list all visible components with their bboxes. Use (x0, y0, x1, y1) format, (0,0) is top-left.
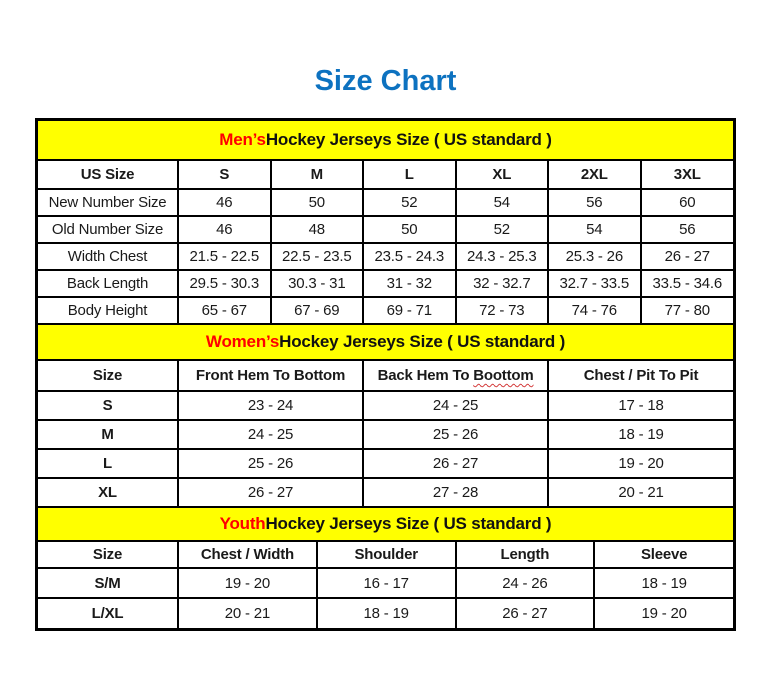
size-value-cell: 19 - 20 (594, 598, 733, 628)
womens-section-header (38, 325, 733, 361)
column-header-cell: US Size (38, 161, 178, 189)
size-value-cell: 16 - 17 (317, 568, 456, 598)
size-value-cell: 23 - 24 (178, 391, 363, 420)
column-header-cell: Length (456, 542, 595, 568)
column-header-cell: 2XL (548, 161, 641, 189)
size-value-cell: 33.5 - 34.6 (641, 270, 733, 297)
column-header-cell: M (271, 161, 364, 189)
mens-section-header (38, 121, 733, 161)
womens-size-table (38, 361, 733, 508)
size-value-cell: 22.5 - 23.5 (271, 243, 364, 270)
size-value-cell: 18 - 19 (317, 598, 456, 628)
row-label-cell: S (38, 391, 178, 420)
size-value-cell: 56 (548, 189, 641, 216)
size-value-cell: 74 - 76 (548, 297, 641, 324)
youth-section-title: Hockey Jerseys Size ( US standard ) (265, 514, 552, 533)
row-label-cell: L (38, 449, 178, 478)
size-value-cell: 52 (363, 189, 456, 216)
column-header-cell: XL (456, 161, 549, 189)
column-header-cell: L (363, 161, 456, 189)
size-value-cell: 32.7 - 33.5 (548, 270, 641, 297)
size-value-cell: 20 - 21 (548, 478, 733, 507)
size-value-cell: 26 - 27 (363, 449, 548, 478)
table-row (38, 189, 733, 216)
column-header-cell: Chest / Pit To Pit (548, 361, 733, 391)
size-value-cell: 18 - 19 (548, 420, 733, 449)
misspelled-word-squiggle: Boottom (473, 367, 534, 384)
column-header-text: Back Hem To (377, 367, 474, 384)
table-row (38, 420, 733, 449)
size-value-cell: 29.5 - 30.3 (178, 270, 271, 297)
size-value-cell: 52 (456, 216, 549, 243)
size-value-cell: 54 (548, 216, 641, 243)
size-value-cell: 50 (363, 216, 456, 243)
row-label-cell: L/XL (38, 598, 178, 628)
size-value-cell: 69 - 71 (363, 297, 456, 324)
size-value-cell: 50 (271, 189, 364, 216)
mens-section-title: Hockey Jerseys Size ( US standard ) (265, 130, 552, 149)
column-header-cell: S (178, 161, 271, 189)
size-value-cell: 26 - 27 (178, 478, 363, 507)
youth-header-row (38, 542, 733, 568)
size-value-cell: 21.5 - 22.5 (178, 243, 271, 270)
size-chart-table-group (35, 118, 736, 631)
size-value-cell: 25 - 26 (363, 420, 548, 449)
size-value-cell: 30.3 - 31 (271, 270, 364, 297)
table-row (38, 598, 733, 628)
size-value-cell: 25.3 - 26 (548, 243, 641, 270)
page-title: Size Chart (314, 65, 457, 97)
size-value-cell: 54 (456, 189, 549, 216)
size-value-cell: 26 - 27 (641, 243, 733, 270)
size-value-cell: 18 - 19 (594, 568, 733, 598)
size-value-cell: 46 (178, 189, 271, 216)
column-header-cell: Size (38, 361, 178, 391)
size-value-cell: 77 - 80 (641, 297, 733, 324)
column-header-cell: Size (38, 542, 178, 568)
column-header-cell: Chest / Width (178, 542, 317, 568)
size-value-cell: 46 (178, 216, 271, 243)
column-header-cell: 3XL (641, 161, 733, 189)
size-value-cell: 20 - 21 (178, 598, 317, 628)
row-label-cell: New Number Size (38, 189, 178, 216)
table-row (38, 478, 733, 507)
table-row (38, 391, 733, 420)
womens-section-highlight: Women’s (205, 332, 280, 351)
mens-section-highlight: Men’s (219, 130, 266, 149)
row-label-cell: Width Chest (38, 243, 178, 270)
size-value-cell: 17 - 18 (548, 391, 733, 420)
size-value-cell: 60 (641, 189, 733, 216)
size-value-cell: 24 - 26 (456, 568, 595, 598)
row-label-cell: Back Length (38, 270, 178, 297)
womens-header-row (38, 361, 733, 391)
size-value-cell: 24 - 25 (363, 391, 548, 420)
table-row (38, 449, 733, 478)
size-value-cell: 26 - 27 (456, 598, 595, 628)
size-value-cell: 32 - 32.7 (456, 270, 549, 297)
mens-header-row (38, 161, 733, 189)
row-label-cell: Body Height (38, 297, 178, 324)
womens-section-title: Hockey Jerseys Size ( US standard ) (279, 332, 566, 351)
size-value-cell: 27 - 28 (363, 478, 548, 507)
table-row (38, 297, 733, 324)
size-value-cell: 19 - 20 (178, 568, 317, 598)
size-value-cell: 19 - 20 (548, 449, 733, 478)
size-value-cell: 31 - 32 (363, 270, 456, 297)
column-header-cell: Shoulder (317, 542, 456, 568)
column-header-cell: Sleeve (594, 542, 733, 568)
column-header-cell (363, 361, 548, 391)
column-header-cell: Front Hem To Bottom (178, 361, 363, 391)
row-label-cell: S/M (38, 568, 178, 598)
row-label-cell: M (38, 420, 178, 449)
size-value-cell: 23.5 - 24.3 (363, 243, 456, 270)
row-label-cell: Old Number Size (38, 216, 178, 243)
table-row (38, 243, 733, 270)
size-value-cell: 25 - 26 (178, 449, 363, 478)
size-value-cell: 24.3 - 25.3 (456, 243, 549, 270)
size-value-cell: 65 - 67 (178, 297, 271, 324)
row-label-cell: XL (38, 478, 178, 507)
size-value-cell: 72 - 73 (456, 297, 549, 324)
youth-section-highlight: Youth (219, 514, 266, 533)
youth-section-header (38, 508, 733, 542)
size-value-cell: 67 - 69 (271, 297, 364, 324)
youth-size-table (38, 542, 733, 628)
table-row (38, 568, 733, 598)
size-value-cell: 56 (641, 216, 733, 243)
mens-size-table (38, 161, 733, 325)
table-row (38, 270, 733, 297)
size-value-cell: 24 - 25 (178, 420, 363, 449)
table-row (38, 216, 733, 243)
size-value-cell: 48 (271, 216, 364, 243)
